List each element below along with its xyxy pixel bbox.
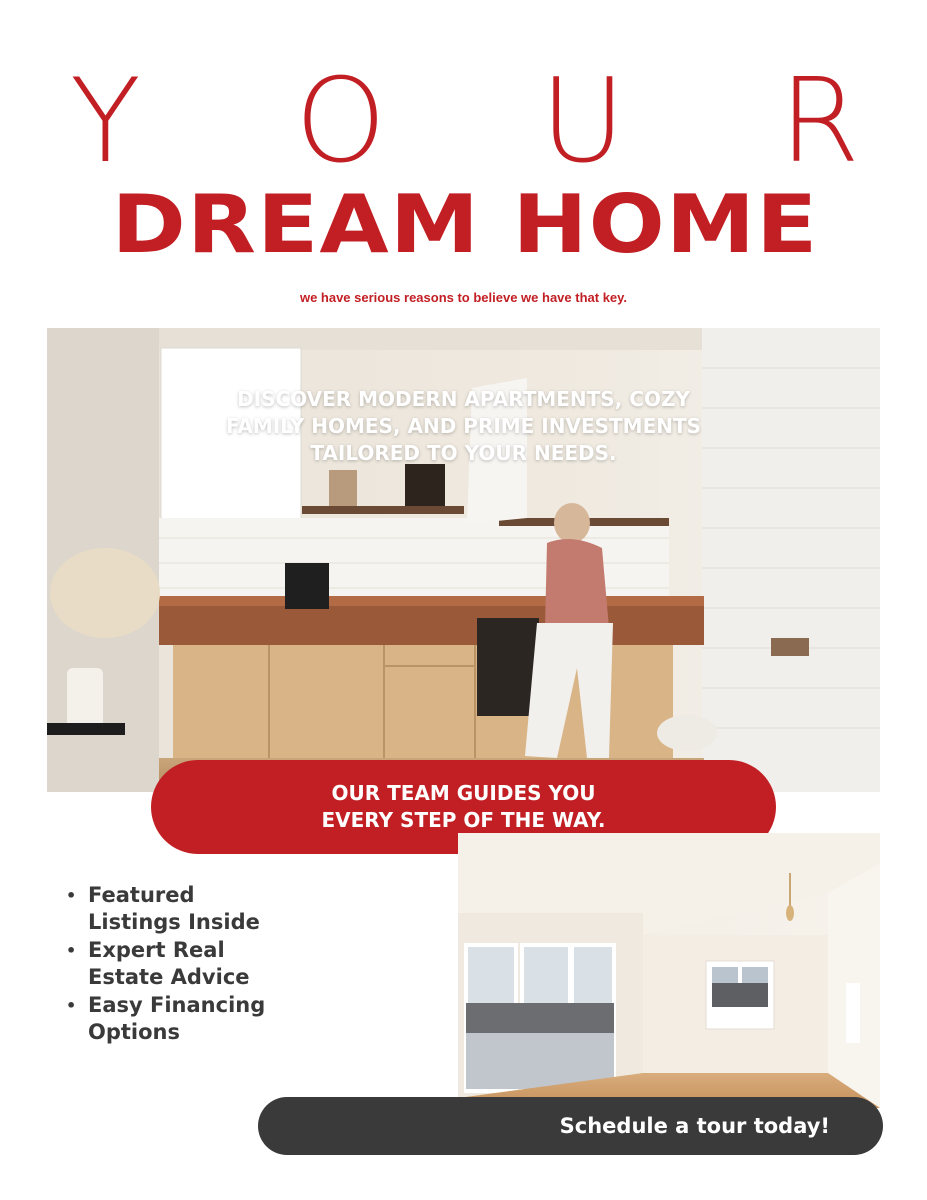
headline-letter: O [294,54,387,189]
schedule-tour-label: Schedule a tour today! [559,1114,830,1138]
headline-letter: U [540,54,626,189]
headline-your [70,54,860,189]
hero-line: DISCOVER MODERN APARTMENTS, COZY [237,387,690,411]
feature-line: Expert Real [88,938,225,962]
tagline: we have serious reasons to believe we have that key. [299,290,628,305]
team-banner-line: OUR TEAM GUIDES YOU [331,781,596,805]
headline-dream-home: DREAM HOME [111,178,819,271]
feature-line: Listings Inside [88,910,260,934]
hero-line: TAILORED TO YOUR NEEDS. [310,441,617,465]
hero-text [47,386,880,467]
hero-line: FAMILY HOMES, AND PRIME INVESTMENTS [225,414,702,438]
headline-letter: Y [70,54,141,189]
feature-line: Options [88,1020,180,1044]
headline-letter: R [779,54,860,189]
kitchen-photo [47,328,880,792]
feature-line: Easy Financing [88,993,266,1017]
feature-item [64,937,364,991]
feature-line: Featured [88,883,195,907]
empty-room-photo [458,833,880,1108]
features-list [64,882,364,1047]
feature-item [64,882,364,936]
feature-line: Estate Advice [88,965,250,989]
feature-item [64,992,364,1046]
schedule-tour-button[interactable] [258,1097,883,1155]
team-banner-line: EVERY STEP OF THE WAY. [321,808,606,832]
